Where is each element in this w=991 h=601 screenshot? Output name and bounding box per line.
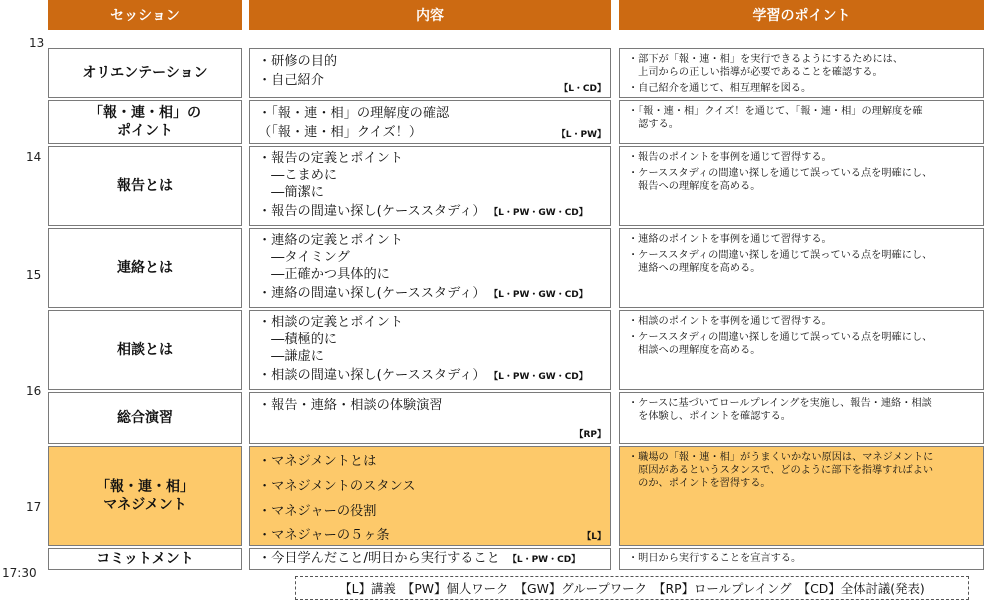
points-cell-highlighted — [619, 446, 984, 546]
header-points: 学習のポイント — [619, 0, 984, 30]
header-session: セッション — [48, 0, 242, 30]
content-line — [258, 549, 604, 570]
point-line: ・明日から実行することを宣言する。 — [628, 553, 802, 564]
point-line: ・ケーススタディの間違い探しを通じて誤っている点を明確にし、 — [628, 168, 933, 179]
point-line: 報告への理解度を高める。 — [628, 181, 761, 192]
time-15: 15 — [26, 268, 42, 282]
content-line: （「報・連・相」クイズ！） — [258, 125, 423, 140]
method-tag: 【L・PW・GW・CD】 — [493, 372, 588, 382]
session-cell: オリエンテーション — [48, 48, 242, 98]
point-line: を体験し、ポイントを確認する。 — [628, 411, 791, 422]
session-cell: 連絡とは — [48, 228, 242, 308]
content-line — [258, 283, 604, 306]
content-line-text: ・今日学んだこと/明日から実行すること — [258, 551, 500, 566]
content-line — [258, 201, 604, 224]
content-line: ―正確かつ具体的に — [258, 267, 390, 282]
point-line: のか、ポイントを習得する。 — [628, 478, 771, 489]
points-cell — [619, 100, 984, 144]
content-line-text: ・報告の間違い探し(ケーススタディ） — [258, 204, 486, 219]
points-cell — [619, 146, 984, 226]
session-cell: 報告とは — [48, 146, 242, 226]
session-cell-highlighted: 「報・連・相」 マネジメント — [48, 446, 242, 546]
session-cell: 「報・連・相」の ポイント — [48, 100, 242, 144]
point-line: ・自己紹介を通じて、相互理解を図る。 — [628, 83, 812, 94]
method-tag: 【RP】 — [574, 430, 606, 440]
content-cell — [249, 146, 611, 226]
point-line: ・報告のポイントを事例を通じて習得する。 — [628, 152, 832, 163]
content-cell — [249, 228, 611, 308]
method-tag: 【L・PW・GW・CD】 — [493, 290, 588, 300]
points-cell — [619, 548, 984, 570]
point-line: ・「報・連・相」クイズ！を通じて、「報・連・相」の理解度を確 — [628, 106, 923, 117]
session-cell: コミットメント — [48, 548, 242, 570]
content-line: ・マネジャーの５ヶ条 — [258, 528, 390, 543]
content-line-text: ・連絡の間違い探し(ケーススタディ） — [258, 286, 486, 301]
header-content: 内容 — [249, 0, 611, 30]
content-line: ―積極的に — [258, 332, 338, 347]
content-cell — [249, 310, 611, 390]
content-line: ・マネジメントのスタンス — [258, 479, 416, 494]
method-tag: 【L・CD】 — [559, 84, 606, 94]
content-line: ・マネジャーの役割 — [258, 504, 377, 519]
points-cell — [619, 310, 984, 390]
point-line: ・ケーススタディの間違い探しを通じて誤っている点を明確にし、 — [628, 332, 933, 343]
method-tag: 【L】 — [582, 532, 606, 542]
content-line: ・報告・連絡・相談の体験演習 — [258, 398, 443, 413]
content-cell-highlighted — [249, 446, 611, 546]
point-line: 連絡への理解度を高める。 — [628, 263, 761, 274]
point-line: ・ケースに基づいてロールプレイングを実施し、報告・連絡・相談 — [628, 398, 932, 409]
content-line: ―謙虚に — [258, 349, 324, 364]
point-line: 認する。 — [628, 119, 679, 130]
legend-box: 【L】講義 【PW】個人ワーク 【GW】グループワーク 【RP】ロールプレイング 【CD】全体討議(発表) — [295, 576, 969, 600]
content-line: ・相談の定義とポイント — [258, 315, 404, 330]
time-14: 14 — [26, 150, 42, 164]
point-line: 相談への理解度を高める。 — [628, 345, 761, 356]
point-line: ・部下が「報・連・相」を実行できるようにするためには、 — [628, 54, 904, 65]
time-13: 13 — [29, 36, 45, 50]
content-cell — [249, 548, 611, 570]
point-line: 上司からの正しい指導が必要であることを確認する。 — [628, 67, 883, 78]
point-line: ・職場の「報・連・相」がうまくいかない原因は、マネジメントに — [628, 452, 934, 463]
time-1730: 17:30 — [2, 566, 37, 580]
session-cell: 総合演習 — [48, 392, 242, 444]
content-cell — [249, 392, 611, 444]
method-tag: 【L・PW】 — [556, 130, 606, 140]
points-cell — [619, 392, 984, 444]
content-cell — [249, 100, 611, 144]
point-line: 原因があるというスタンスで、どのように部下を指導すればよい — [628, 465, 934, 476]
content-line: ・「報・連・相」の理解度の確認 — [258, 106, 450, 121]
content-cell — [249, 48, 611, 98]
content-line-text: ・相談の間違い探し(ケーススタディ） — [258, 368, 486, 383]
content-line: ・自己紹介 — [258, 73, 324, 88]
points-cell — [619, 228, 984, 308]
point-line: ・相談のポイントを事例を通じて習得する。 — [628, 316, 832, 327]
point-line: ・連絡のポイントを事例を通じて習得する。 — [628, 234, 832, 245]
content-line: ―こまめに — [258, 168, 338, 183]
time-17: 17 — [26, 500, 42, 514]
method-tag: 【L・PW・GW・CD】 — [493, 208, 588, 218]
content-line: ・マネジメントとは — [258, 454, 377, 469]
method-tag: 【L・PW・CD】 — [507, 555, 581, 565]
content-line — [258, 365, 604, 388]
points-cell — [619, 48, 984, 98]
point-line: ・ケーススタディの間違い探しを通じて誤っている点を明確にし、 — [628, 250, 933, 261]
content-line: ―簡潔に — [258, 185, 324, 200]
content-line: ・連絡の定義とポイント — [258, 233, 404, 248]
content-line: ―タイミング — [258, 250, 350, 265]
content-line: ・研修の目的 — [258, 54, 338, 69]
time-16: 16 — [26, 384, 42, 398]
content-line: ・報告の定義とポイント — [258, 151, 404, 166]
session-cell: 相談とは — [48, 310, 242, 390]
